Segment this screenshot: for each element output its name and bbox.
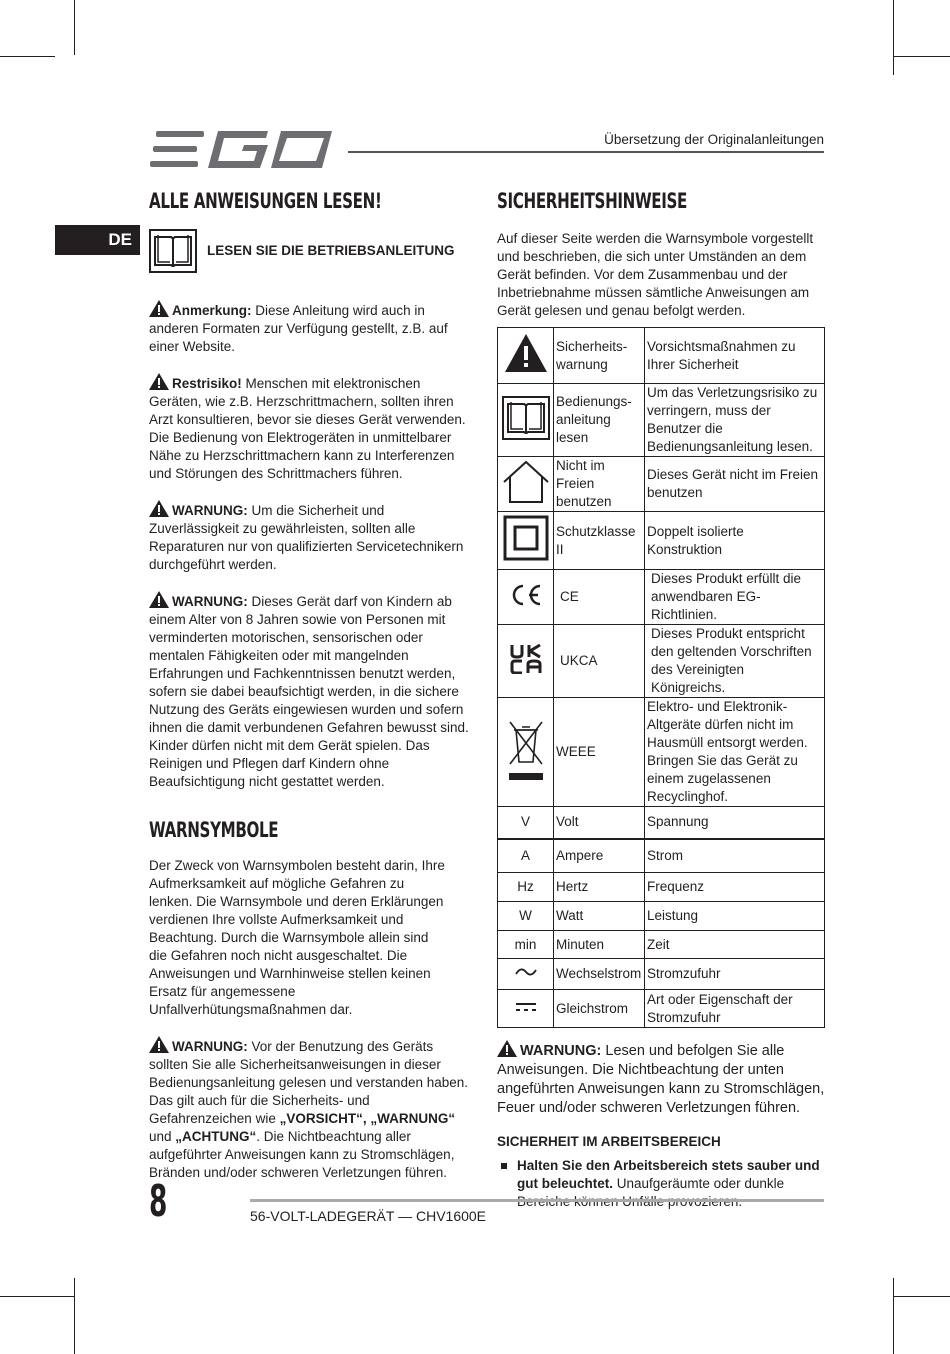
warning-triangle-icon — [149, 500, 169, 517]
footer-product: 56-VOLT-LADEGERÄT — CHV1600E — [250, 1208, 487, 1224]
symbol-name: Bedienungs-anleitung lesen — [554, 384, 645, 457]
symbol-desc: Frequenz — [645, 873, 825, 902]
ukca-icon — [510, 644, 542, 674]
symbol-desc: Dieses Gerät nicht im Freien benutzen — [645, 457, 825, 512]
symbol-desc: Strom — [645, 839, 825, 873]
section-title-warnsymbole: WARNSYMBOLE — [149, 818, 279, 842]
note-text: Vor der Benutzung des Geräts sollten Sie alle Sicherheitsanweisungen in dieser Bedienungsanleitung gelesen und verstanden haben. Das gilt auch für die Sicherheits- und Gefahrenzeichen wie — [149, 1039, 469, 1126]
table-row — [498, 902, 825, 931]
table-row — [498, 384, 825, 457]
bullet-bold: Halten Sie den Arbeitsbereich stets sauber und gut beleuchtet. — [517, 1158, 820, 1191]
note-keyword: WARNUNG: — [172, 594, 248, 609]
table-row — [498, 990, 825, 1028]
warning-triangle-icon — [149, 300, 169, 317]
symbol-name: Volt — [554, 807, 645, 839]
symbol-desc: Um das Verletzungsrisiko zu verringern, muss der Benutzer die Bedienungsanleitung lesen. — [645, 384, 825, 457]
ego-logo-graphic — [150, 131, 332, 171]
note-warnung-instructions — [497, 1040, 825, 1118]
note-keyword: WARNUNG: — [172, 1039, 248, 1054]
symbol-name: Gleichstrom — [554, 990, 645, 1028]
bullet-normal: Unaufgeräumte oder dunkle — [616, 1176, 785, 1191]
symbol-desc: Dieses Produkt entspricht den geltenden Vorschriften des Vereinigten Königreichs. — [645, 625, 825, 698]
unit-symbol: V — [498, 807, 554, 839]
unit-symbol: Hz — [498, 873, 554, 902]
note-text: und — [149, 1129, 176, 1144]
work-area-title: SICHERHEIT IM ARBEITSBEREICH — [497, 1134, 721, 1149]
crop-mark — [74, 0, 75, 55]
read-manual-label: LESEN SIE DIE BETRIEBSANLEITUNG — [207, 243, 455, 258]
table-row — [498, 807, 825, 839]
symbol-desc: Leistung — [645, 902, 825, 931]
note-text: Menschen mit elektronischen Geräten, wie z.B. Herzschrittmachern, sollten ihren Arzt konsultieren, bevor sie dieses Gerät verwenden. Die Bedienung von Elektrogeräten in unmittelbarer Nähe zu Herzschrittmachern kann zu Interferenzen und Störungen des Schrittmachers führen. — [149, 376, 466, 481]
crop-mark — [893, 1296, 950, 1297]
warning-triangle-icon — [149, 1036, 169, 1053]
crop-mark — [0, 1296, 75, 1297]
symbol-desc: Spannung — [645, 807, 825, 839]
table-row — [498, 839, 825, 873]
crop-mark — [893, 1278, 894, 1354]
warnsymbole-text: Der Zweck von Warnsymbolen besteht darin, Ihre Aufmerksamkeit auf mögliche Gefahren zu lenken. Die Warnsymbole und deren Erklärungen verdienen Ihre vollste Aufmerksamkeit und Beachtung. Durch die Warnsymbole allein sind die Gefahren noch nicht ausgeschaltet. Die Anweisungen und Warnhinweise stellen keinen Ersatz für angemessene Unfallverhütungsmaßnahmen dar. — [149, 858, 445, 1017]
house-icon — [502, 460, 550, 504]
book-icon — [501, 396, 551, 440]
table-row — [498, 328, 825, 384]
symbol-table — [497, 327, 825, 1028]
symbol-name: Watt — [554, 902, 645, 931]
header-rule — [348, 151, 824, 153]
section-title-read-all: ALLE ANWEISUNGEN LESEN! — [149, 189, 382, 213]
unit-symbol: W — [498, 902, 554, 931]
crop-mark — [893, 56, 950, 57]
table-row — [498, 457, 825, 512]
note-bold: „ACHTUNG“ — [175, 1129, 257, 1144]
note-restrisiko — [149, 373, 475, 483]
note-text: . Die Nichtbeachtung aller aufgeführter Anweisungen kann zu Stromschlägen, Bränden und/oder schweren Verletzungen führen. — [149, 1129, 455, 1180]
warning-triangle-icon — [149, 373, 169, 390]
table-row — [498, 873, 825, 902]
symbol-name: Wechselstrom — [554, 959, 645, 990]
note-text: Um die Sicherheit und Zuverlässigkeit zu gewährleisten, sollten alle Reparaturen nur von qualifizierten Servicetechnikern durchgeführt werden. — [149, 503, 464, 572]
read-manual-row — [149, 228, 475, 274]
table-row — [498, 570, 825, 625]
note-anmerkung — [149, 300, 475, 356]
note-bold: „VORSICHT“, „WARNUNG“ — [279, 1111, 456, 1126]
warning-triangle-icon — [497, 1040, 517, 1057]
symbol-name: Nicht im Freien benutzen — [554, 457, 645, 512]
table-row — [498, 512, 825, 570]
dc-icon — [515, 1001, 537, 1013]
crop-mark — [74, 1278, 75, 1354]
book-icon — [149, 229, 197, 273]
table-row — [498, 698, 825, 807]
language-tab: DE — [55, 225, 140, 255]
ac-wave-icon — [514, 966, 538, 978]
symbol-name: Schutzklasse II — [554, 512, 645, 570]
unit-symbol: A — [498, 839, 554, 873]
double-square-icon — [503, 515, 549, 561]
left-column — [149, 188, 475, 1182]
symbol-desc: Vorsichtsmaßnahmen zu Ihrer Sicherheit — [645, 328, 825, 384]
table-row — [498, 931, 825, 959]
warning-triangle-icon — [149, 591, 169, 608]
note-keyword: Anmerkung: — [172, 303, 252, 318]
header-subtitle: Übersetzung der Originalanleitungen — [604, 132, 824, 147]
crop-mark — [893, 0, 894, 75]
symbol-name: Sicherheits-warnung — [554, 328, 645, 384]
symbol-desc: Elektro- und Elektronik-Altgeräte dürfen nicht im Hausmüll entsorgt werden. Bringen Sie das Gerät zu einem zugelassenen Recyclinghof. — [645, 698, 825, 807]
symbol-name: Ampere — [554, 839, 645, 873]
note-warnung-children — [149, 591, 475, 791]
symbol-desc: Zeit — [645, 931, 825, 959]
ego-logo — [150, 131, 332, 176]
page-number: 8 — [149, 1176, 168, 1227]
note-keyword: Restrisiko! — [172, 376, 242, 391]
table-row — [498, 625, 825, 698]
symbol-desc: Stromzufuhr — [645, 959, 825, 990]
list-item — [497, 1157, 825, 1211]
table-row — [498, 959, 825, 990]
warning-triangle-icon — [504, 333, 548, 373]
note-keyword: WARNUNG: — [520, 1043, 602, 1059]
note-warnung-repairs — [149, 500, 475, 574]
symbol-name: WEEE — [554, 698, 645, 807]
footer-rule — [250, 1199, 824, 1202]
symbol-name: UKCA — [554, 625, 645, 698]
weee-bin-icon — [506, 718, 546, 782]
symbol-name: Hertz — [554, 873, 645, 902]
symbol-name: CE — [554, 570, 645, 625]
symbol-name: Minuten — [554, 931, 645, 959]
note-keyword: WARNUNG: — [172, 503, 248, 518]
bullet-square — [501, 1163, 507, 1169]
symbol-desc: Art oder Eigenschaft der Stromzufuhr — [645, 990, 825, 1028]
note-text: Lesen und befolgen Sie alle Anweisungen. Die Nichtbeachtung der unten angeführten Anweisungen kann zu Stromschlägen, Feuer und/oder schweren Verletzungen führen. — [497, 1043, 825, 1116]
section-title-safety: SICHERHEITSHINWEISE — [497, 189, 688, 213]
symbol-desc: Dieses Produkt erfüllt die anwendbaren EG-Richtlinien. — [645, 570, 825, 625]
crop-mark — [0, 56, 55, 57]
note-text: Diese Anleitung wird auch in anderen Formaten zur Verfügung gestellt, z.B. auf einer Website. — [149, 303, 448, 354]
bullet-text — [517, 1157, 825, 1211]
unit-symbol: min — [498, 931, 554, 959]
symbol-desc: Doppelt isolierte Konstruktion — [645, 512, 825, 570]
note-text: Dieses Gerät darf von Kindern ab einem Alter von 8 Jahren sowie von Personen mit verminderten motorischen, sensorischen oder mentalen Fähigkeiten oder mit mangelnden Erfahrungen und Fachkenntnissen benutzt werden, sofern sie dabei beaufsichtigt werden, in die sichere Nutzung des Geräts eingewiesen wurden und sofern ihnen die damit verbundenen Gefahren bewusst sind. Kinder dürfen nicht mit dem Gerät spielen. Das Reinigen und Pflegen darf Kindern ohne Beaufsichtigung nicht gestattet werden. — [149, 594, 469, 789]
safety-intro: Auf dieser Seite werden die Warnsymbole vorgestellt und beschrieben, die sich unter Umständen an dem Gerät befinden. Vor dem Zusammenbau und der Inbetriebnahme müssen sämtliche Anweisungen am Gerät gelesen und genau befolgt werden. — [497, 231, 814, 318]
right-column — [497, 188, 825, 1211]
note-warnung-final — [149, 1036, 475, 1182]
ce-icon — [509, 583, 543, 607]
